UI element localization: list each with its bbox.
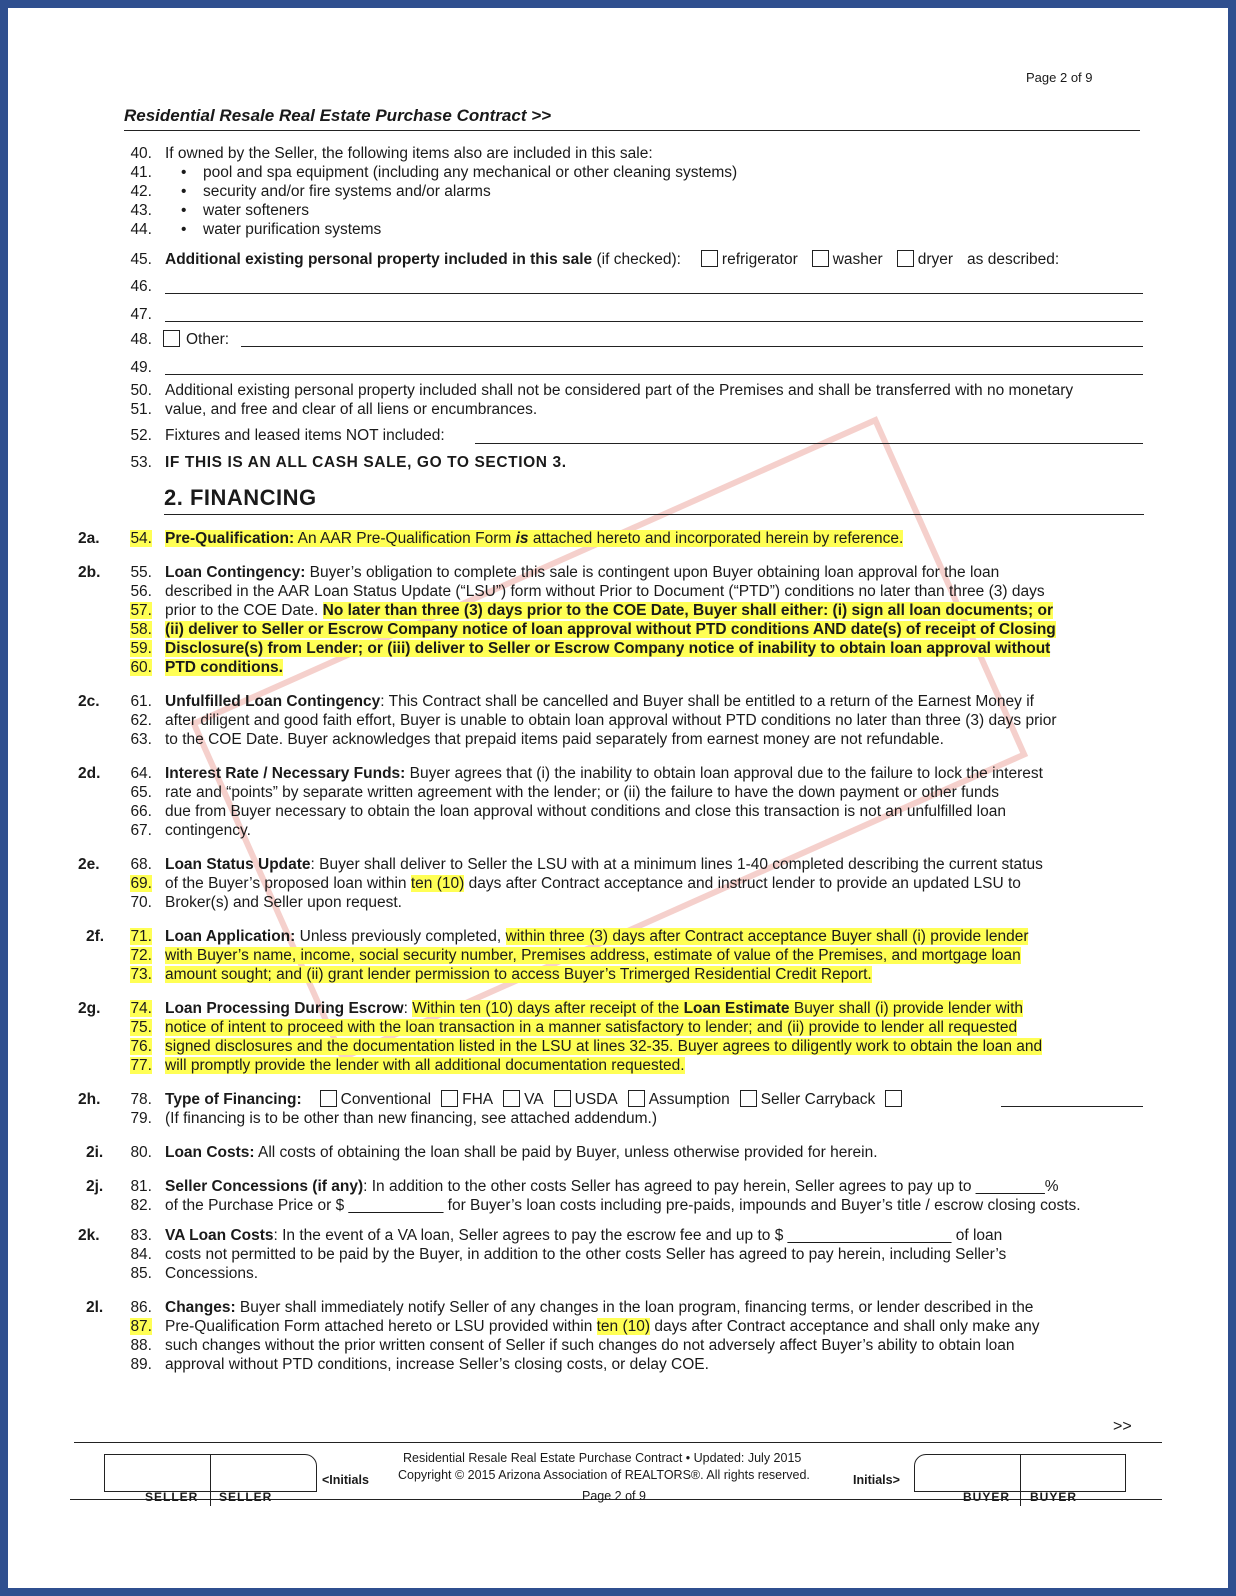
line-number: 48. (130, 331, 152, 348)
line-number: 81. (130, 1178, 152, 1195)
line-61: Unfulfilled Loan Contingency: This Contract shall be cancelled and Buyer shall be entitled to a return of the Earnest Money if (165, 693, 1034, 710)
section-label-2l: 2l. (86, 1299, 104, 1316)
section-label-2f: 2f. (86, 928, 105, 945)
line-number: 45. (130, 251, 152, 268)
line-number: 89. (130, 1356, 152, 1373)
other-financing-checkbox[interactable] (885, 1090, 902, 1107)
refrigerator-checkbox[interactable] (701, 250, 718, 267)
section-label-2g: 2g. (78, 1000, 101, 1017)
line-number: 82. (130, 1197, 152, 1214)
line-number: 80. (130, 1144, 152, 1161)
line-80: Loan Costs: All costs of obtaining the loan shall be paid by Buyer, unless otherwise provided for herein. (165, 1144, 878, 1161)
line-number: 68. (130, 856, 152, 873)
line-number: 87. (130, 1318, 152, 1335)
assumption-checkbox[interactable] (628, 1090, 645, 1107)
title-rule (124, 130, 1140, 131)
line-81: Seller Concessions (if any): In addition to the other costs Seller has agreed to pay herein, Seller agrees to pay up to ________% (165, 1178, 1059, 1195)
blank-line-49[interactable] (165, 374, 1143, 375)
line-60: PTD conditions. (165, 659, 283, 676)
line-number: 72. (130, 947, 152, 964)
line-68: Loan Status Update: Buyer shall deliver to Seller the LSU with at a minimum lines 1-40 completed describing the current status (165, 856, 1043, 873)
line-53: IF THIS IS AN ALL CASH SALE, GO TO SECTION 3. (165, 454, 567, 471)
line-54: Pre-Qualification: An AAR Pre-Qualification Form is attached hereto and incorporated herein by reference. (165, 530, 904, 547)
line-number: 55. (130, 564, 152, 581)
line-79: (If financing is to be other than new financing, see attached addendum.) (165, 1110, 658, 1127)
line-number: 83. (130, 1227, 152, 1244)
line-43: • water softeners (181, 202, 309, 219)
line-number: 49. (130, 359, 152, 376)
line-56: described in the AAR Loan Status Update (“LSU”) form without Prior to Document (“PTD”) conditions no later than three (3) days (165, 583, 1045, 600)
footer-line-1: Residential Resale Real Estate Purchase Contract • Updated: July 2015 (403, 1451, 802, 1465)
line-42: • security and/or fire systems and/or alarms (181, 183, 491, 200)
line-number: 79. (130, 1110, 152, 1127)
dryer-checkbox[interactable] (897, 250, 914, 267)
line-number: 54. (130, 530, 152, 547)
line-number: 47. (130, 306, 152, 323)
line-64: Interest Rate / Necessary Funds: Buyer agrees that (i) the inability to obtain loan approval due to the failure to lock the interest (165, 765, 1043, 782)
line-number: 67. (130, 822, 152, 839)
line-74: Loan Processing During Escrow: Within ten (10) days after receipt of the Loan Estimate Buyer shall (i) provide lender with (165, 1000, 1024, 1017)
line-75: notice of intent to proceed with the loan transaction in a manner satisfactory to lender; and (ii) provide to lender all requested (165, 1019, 1018, 1036)
buyer-initials-divider (1020, 1454, 1021, 1506)
line-number: 70. (130, 894, 152, 911)
line-number: 59. (130, 640, 152, 657)
line-82: of the Purchase Price or $ ___________ for Buyer’s loan costs including pre-paids, impounds and Buyer’s title / escrow closing costs. (165, 1197, 1081, 1214)
line-number: 65. (130, 784, 152, 801)
line-number: 46. (130, 278, 152, 295)
section-label-2k: 2k. (78, 1227, 100, 1244)
line-number: 74. (130, 1000, 152, 1017)
line-number: 71. (130, 928, 152, 945)
section-label-2d: 2d. (78, 765, 101, 782)
footer-page: Page 2 of 9 (582, 1489, 646, 1503)
line-number: 77. (130, 1057, 152, 1074)
page-number: Page 2 of 9 (1026, 70, 1093, 85)
section-heading: 2. FINANCING (164, 485, 317, 510)
line-number: 64. (130, 765, 152, 782)
line-number: 42. (130, 183, 152, 200)
va-checkbox[interactable] (503, 1090, 520, 1107)
line-number: 43. (130, 202, 152, 219)
washer-checkbox[interactable] (812, 250, 829, 267)
section-label-2j: 2j. (86, 1178, 104, 1195)
line-number: 85. (130, 1265, 152, 1282)
other-financing-blank[interactable] (1001, 1106, 1143, 1107)
blank-line-47[interactable] (165, 321, 1143, 322)
line-number: 73. (130, 966, 152, 983)
line-number: 69. (130, 875, 152, 892)
line-52: Fixtures and leased items NOT included: (165, 427, 445, 444)
line-89: approval without PTD conditions, increase Seller’s closing costs, or delay COE. (165, 1356, 709, 1373)
section-label-2b: 2b. (78, 564, 101, 581)
line-77: will promptly provide the lender with all additional documentation requested. (165, 1057, 685, 1074)
line-number: 52. (130, 427, 152, 444)
line-number: 62. (130, 712, 152, 729)
line-84: costs not permitted to be paid by the Buyer, in addition to the other costs Seller has agreed to pay herein, including Seller’s (165, 1246, 1007, 1263)
initials-left-label: <Initials (322, 1473, 369, 1487)
line-number: 76. (130, 1038, 152, 1055)
line-number: 60. (130, 659, 152, 676)
other-blank-line[interactable] (241, 346, 1143, 347)
line-62: after diligent and good faith effort, Buyer is unable to obtain loan approval without PTD conditions no later than three (3) days prior (165, 712, 1057, 729)
line-number: 57. (130, 602, 152, 619)
line-78: Type of Financing: Conventional FHA VA USDA Assumption Seller Carryback (165, 1090, 906, 1109)
buyer-label-1: BUYER (963, 1490, 1011, 1504)
line-number: 61. (130, 693, 152, 710)
line-63: to the COE Date. Buyer acknowledges that prepaid items paid separately from earnest money are not refundable. (165, 731, 944, 748)
line-number: 41. (130, 164, 152, 181)
line-number: 66. (130, 803, 152, 820)
line-72: with Buyer’s name, income, social security number, Premises address, estimate of value of the Premises, and mortgage loan (165, 947, 1021, 964)
section-label-2e: 2e. (78, 856, 100, 873)
line-73: amount sought; and (ii) grant lender permission to access Buyer’s Trimerged Residential Credit Report. (165, 966, 872, 983)
seller-initials-divider (210, 1454, 211, 1506)
footer-line-2: Copyright © 2015 Arizona Association of REALTORS®. All rights reserved. (398, 1468, 810, 1482)
line-50: Additional existing personal property included shall not be considered part of the Premises and shall be transferred with no monetary (165, 382, 1074, 399)
line-number: 75. (130, 1019, 152, 1036)
line-66: due from Buyer necessary to obtain the loan approval without conditions and close this transaction is not an unfulfilled loan (165, 803, 1006, 820)
line-number: 88. (130, 1337, 152, 1354)
line-83: VA Loan Costs: In the event of a VA loan, Seller agrees to pay the escrow fee and up to $ ___________________ of loan (165, 1227, 1003, 1244)
line-88: such changes without the prior written consent of Seller if such changes do not adversely affect Buyer’s ability to obtain loan (165, 1337, 1015, 1354)
next-page-arrow[interactable]: >> (1113, 1418, 1132, 1435)
line-85: Concessions. (165, 1265, 259, 1282)
section-label-2c: 2c. (78, 693, 100, 710)
other-checkbox[interactable] (163, 330, 180, 347)
line-51: value, and free and clear of all liens or encumbrances. (165, 401, 538, 418)
line-number: 84. (130, 1246, 152, 1263)
line-number: 63. (130, 731, 152, 748)
document-title: Residential Resale Real Estate Purchase Contract >> (124, 106, 552, 125)
line-69: of the Buyer’s proposed loan within ten (10) days after Contract acceptance and instruct lender to provide an updated LSU to (165, 875, 1021, 892)
line-57: prior to the COE Date. No later than three (3) days prior to the COE Date, Buyer shall either: (i) sign all loan documents; or (165, 602, 1054, 619)
line-58: (ii) deliver to Seller or Escrow Company notice of loan approval without PTD conditions AND date(s) of receipt of Closing (165, 621, 1056, 638)
line-number: 51. (130, 401, 152, 418)
section-label-2h: 2h. (78, 1091, 101, 1108)
seller-label-1: SELLER (145, 1490, 199, 1504)
line-number: 44. (130, 221, 152, 238)
initials-right-label: Initials> (853, 1473, 900, 1487)
line-71: Loan Application: Unless previously completed, within three (3) days after Contract acceptance Buyer shall (i) provide lender (165, 928, 1029, 945)
footer-top-rule (74, 1442, 1162, 1443)
seller-label-2: SELLER (219, 1490, 273, 1504)
line-65: rate and “points” by separate written agreement with the lender; or (ii) the failure to have the down payment or other funds (165, 784, 1000, 801)
line-48: Other: (163, 330, 229, 349)
line-44: • water purification systems (181, 221, 382, 238)
line-87: Pre-Qualification Form attached hereto or LSU provided within ten (10) days after Contract acceptance and shall only make any (165, 1318, 1040, 1335)
line-86: Changes: Buyer shall immediately notify Seller of any changes in the loan program, financing terms, or lender described in the (165, 1299, 1034, 1316)
usda-checkbox[interactable] (554, 1090, 571, 1107)
line-59: Disclosure(s) from Lender; or (iii) deliver to Seller or Escrow Company notice of inability to obtain loan approval without (165, 640, 1051, 657)
line-55: Loan Contingency: Buyer’s obligation to complete this sale is contingent upon Buyer obtaining loan approval for the loan (165, 564, 1000, 581)
line-67: contingency. (165, 822, 251, 839)
line-45: Additional existing personal property included in this sale (if checked): refrigerator washer dryer as described: (165, 251, 1060, 268)
section-label-2a: 2a. (78, 530, 100, 547)
line-number: 56. (130, 583, 152, 600)
buyer-label-2: BUYER (1030, 1490, 1078, 1504)
line-41: • pool and spa equipment (including any mechanical or other cleaning systems) (181, 164, 738, 181)
line-number: 78. (130, 1091, 152, 1108)
line-40: If owned by the Seller, the following items also are included in this sale: (165, 145, 653, 162)
line-number: 53. (130, 454, 152, 471)
section-rule (164, 514, 1144, 515)
line-70: Broker(s) and Seller upon request. (165, 894, 402, 911)
line-number: 58. (130, 621, 152, 638)
section-label-2i: 2i. (86, 1144, 104, 1161)
line-number: 40. (130, 145, 152, 162)
line-76: signed disclosures and the documentation listed in the LSU at lines 32-35. Buyer agrees to diligently work to obtain the loan and (165, 1038, 1043, 1055)
conventional-checkbox[interactable] (320, 1090, 337, 1107)
fixtures-blank-line[interactable] (475, 443, 1143, 444)
seller-carryback-checkbox[interactable] (740, 1090, 757, 1107)
blank-line-46[interactable] (165, 293, 1143, 294)
line-number: 50. (130, 382, 152, 399)
fha-checkbox[interactable] (441, 1090, 458, 1107)
line-number: 86. (130, 1299, 152, 1316)
